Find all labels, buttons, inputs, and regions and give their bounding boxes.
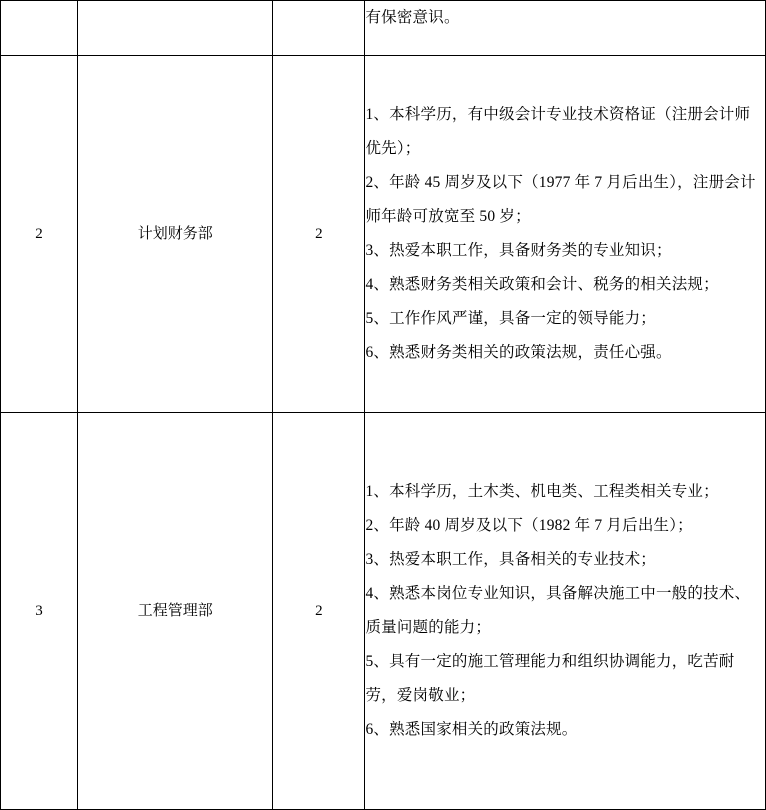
cell-headcount — [273, 1, 365, 56]
cell-serial-number — [1, 1, 78, 56]
requirement-line: 5、具有一定的施工管理能力和组织协调能力，吃苦耐劳，爱岗敬业； — [365, 653, 735, 704]
requirement-line: 3、热爱本职工作，具备财务类的专业知识； — [365, 242, 672, 259]
requirement-line: 6、熟悉财务类相关的政策法规，责任心强。 — [365, 344, 672, 361]
cell-department: 计划财务部 — [78, 56, 273, 413]
cell-requirements — [365, 1, 766, 56]
requirement-line: 4、熟悉本岗位专业知识，具备解决施工中一般的技术、质量问题的能力； — [365, 585, 751, 636]
requirement-line: 1、本科学历，有中级会计专业技术资格证（注册会计师优先）； — [365, 106, 751, 157]
requirement-line: 有保密意识。 — [365, 9, 460, 26]
cell-serial-number: 2 — [1, 56, 78, 413]
requirement-line: 2、年龄 45 周岁及以下（1977 年 7 月后出生），注册会计师年龄可放宽至 50 岁； — [365, 174, 756, 225]
cell-department: 工程管理部 — [78, 413, 273, 810]
cell-requirements — [365, 413, 766, 810]
table-row — [1, 56, 766, 413]
cell-headcount: 2 — [273, 56, 365, 413]
requirement-line: 1、本科学历，土木类、机电类、工程类相关专业； — [365, 483, 719, 500]
requirement-line: 3、热爱本职工作，具备相关的专业技术； — [365, 551, 657, 568]
table-row — [1, 1, 766, 56]
requirement-line: 4、熟悉财务类相关政策和会计、税务的相关法规； — [365, 276, 719, 293]
requirement-line: 6、熟悉国家相关的政策法规。 — [365, 721, 578, 738]
cell-requirements — [365, 56, 766, 413]
requirement-line: 5、工作作风严谨，具备一定的领导能力； — [365, 310, 657, 327]
cell-headcount: 2 — [273, 413, 365, 810]
cell-department — [78, 1, 273, 56]
requirement-line: 2、年龄 40 周岁及以下（1982 年 7 月后出生）； — [365, 517, 693, 534]
table-row — [1, 413, 766, 810]
cell-serial-number: 3 — [1, 413, 78, 810]
